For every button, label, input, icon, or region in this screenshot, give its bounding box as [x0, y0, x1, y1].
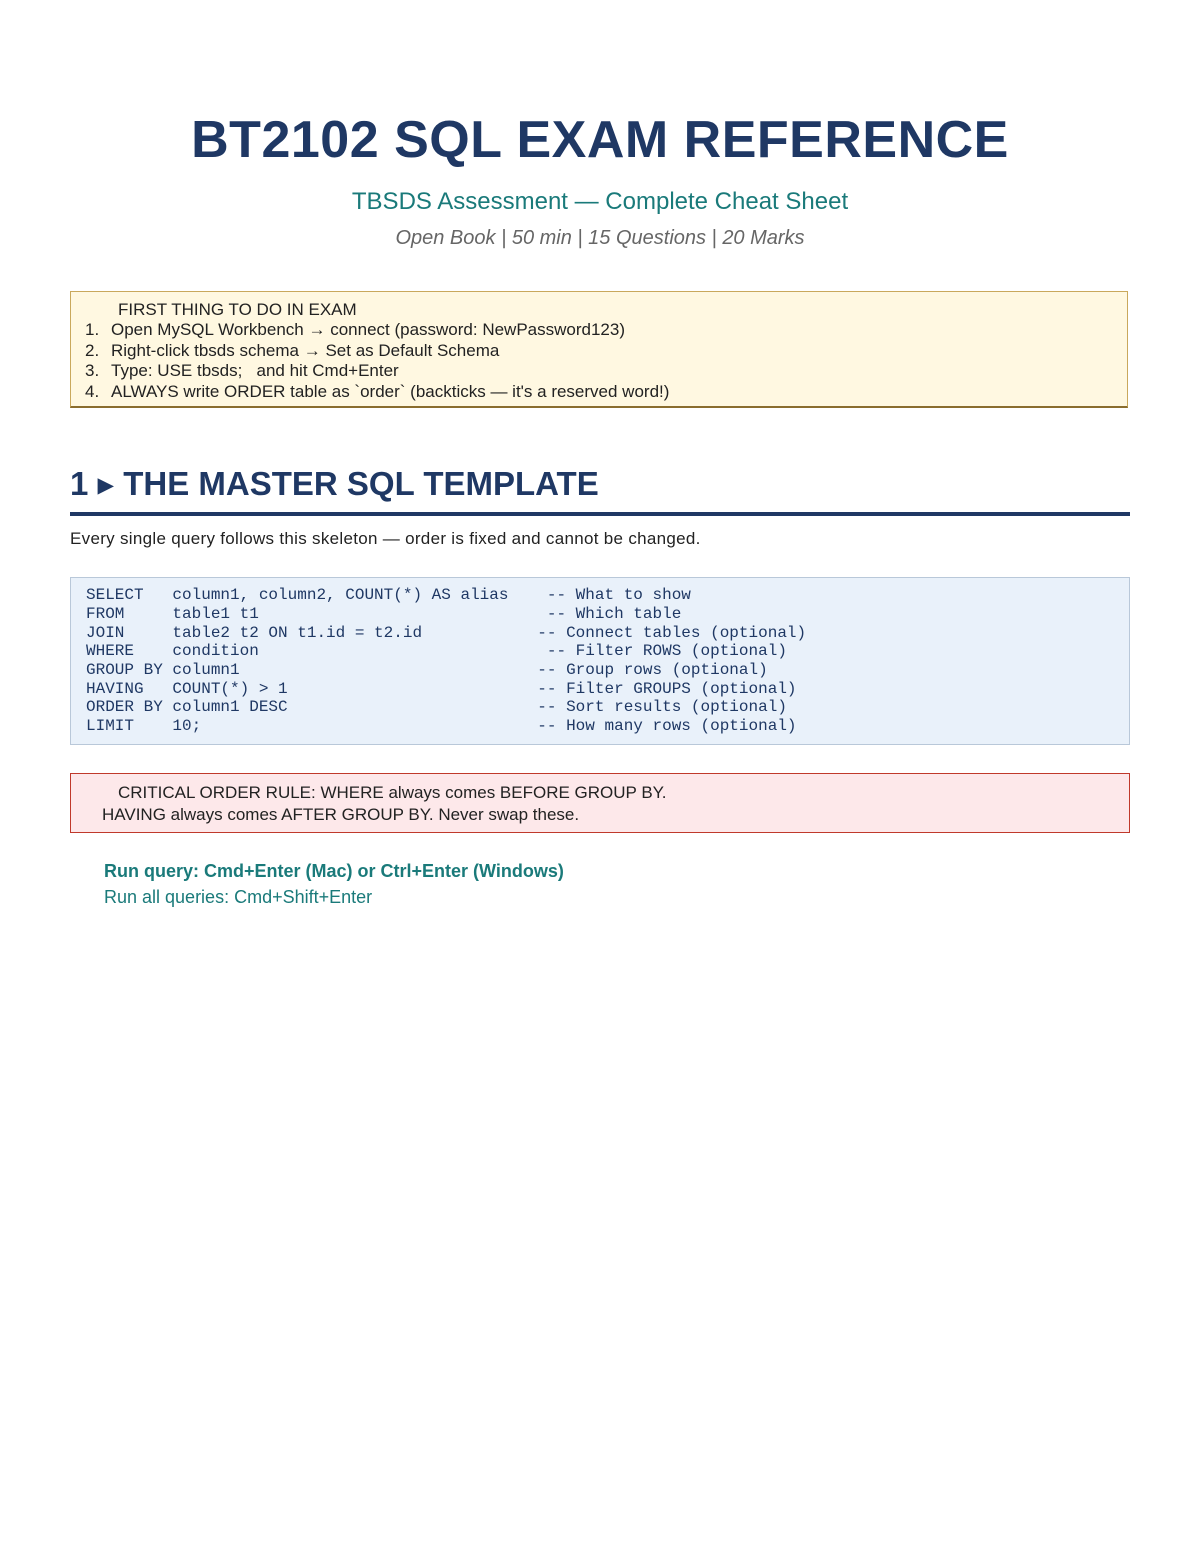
sql-template-code-block	[70, 577, 1130, 745]
step-text: Right-click tbsds schema → Set as Default Schema	[111, 340, 500, 360]
run-query-shortcut: Run query: Cmd+Enter (Mac) or Ctrl+Enter (Windows)	[104, 861, 564, 881]
section-heading: 1 ▸ THE MASTER SQL TEMPLATE	[70, 465, 599, 502]
code-line: GROUP BY column1 -- Group rows (optional)	[86, 661, 768, 679]
code-line: ORDER BY column1 DESC -- Sort results (optional)	[86, 698, 787, 716]
first-thing-box	[70, 291, 1128, 408]
step-number: 4.	[85, 381, 100, 401]
step-item	[85, 341, 669, 362]
step-item	[85, 320, 669, 341]
code-line: HAVING COUNT(*) > 1 -- Filter GROUPS (optional)	[86, 680, 797, 698]
step-number: 2.	[85, 340, 100, 360]
step-text: Type: USE tbsds; and hit Cmd+Enter	[111, 361, 399, 380]
first-thing-heading: FIRST THING TO DO IN EXAM	[118, 300, 357, 319]
run-all-shortcut: Run all queries: Cmd+Shift+Enter	[104, 887, 373, 907]
code-line: WHERE condition -- Filter ROWS (optional)	[86, 642, 787, 660]
step-item	[85, 382, 669, 403]
code-line: LIMIT 10; -- How many rows (optional)	[86, 717, 797, 735]
step-number: 1.	[85, 320, 100, 339]
critical-rule-line-1: CRITICAL ORDER RULE: WHERE always comes BEFORE GROUP BY.	[118, 783, 667, 802]
section-divider	[70, 512, 1130, 516]
code-line: JOIN table2 t2 ON t1.id = t2.id -- Connect tables (optional)	[86, 624, 807, 642]
critical-rule-line-2: HAVING always comes AFTER GROUP BY. Never swap these.	[102, 805, 580, 824]
code-line: FROM table1 t1 -- Which table	[86, 605, 682, 623]
step-text: Open MySQL Workbench → connect (password: NewPassword123)	[111, 320, 626, 339]
step-item	[85, 361, 669, 382]
page-title: BT2102 SQL EXAM REFERENCE	[191, 111, 1009, 169]
section-intro: Every single query follows this skeleton — order is fixed and cannot be changed.	[70, 529, 701, 548]
page-subtitle: TBSDS Assessment — Complete Cheat Sheet	[351, 188, 849, 215]
step-text: ALWAYS write ORDER table as `order` (backticks — it's a reserved word!)	[111, 381, 670, 401]
exam-meta: Open Book | 50 min | 15 Questions | 20 Marks	[395, 227, 805, 249]
first-thing-steps	[85, 320, 669, 402]
code-line: SELECT column1, column2, COUNT(*) AS alias -- What to show	[86, 586, 691, 604]
step-number: 3.	[85, 361, 100, 380]
critical-order-rule-box	[70, 773, 1130, 833]
